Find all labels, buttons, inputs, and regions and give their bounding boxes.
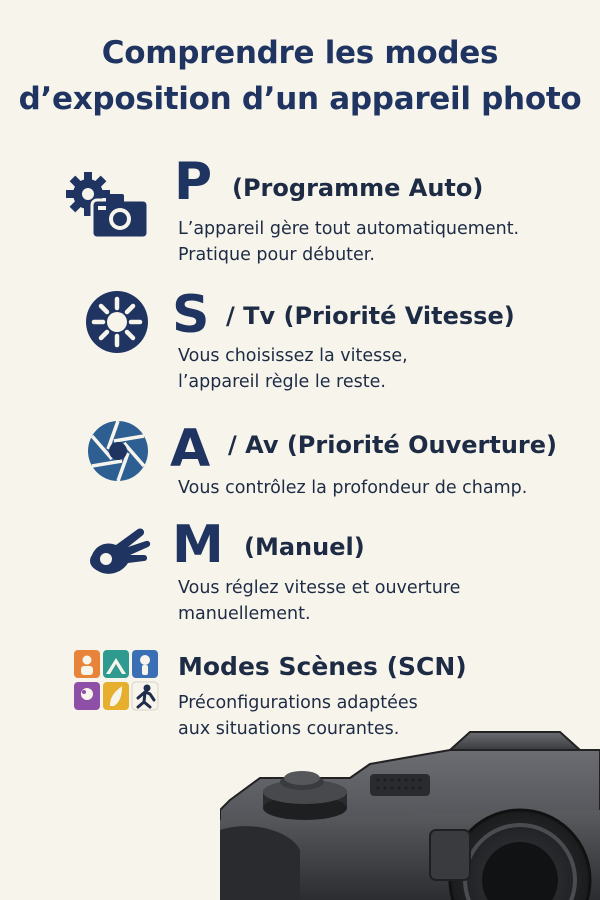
title-line-2: d’exposition d’un appareil photo <box>18 81 582 117</box>
mode-name-a: / Av (Priorité Ouverture) <box>228 431 558 459</box>
mode-letter-m: M <box>172 515 224 575</box>
mode-desc-p-line-2: Pratique pour débuter. <box>178 245 375 265</box>
mode-name-p: (Programme Auto) <box>232 174 484 202</box>
title-line-1: Comprendre les modes <box>101 35 499 71</box>
mode-desc-a <box>178 475 527 501</box>
scene-grid-icon <box>74 650 160 712</box>
mode-p <box>0 150 600 270</box>
gear-camera-icon <box>62 164 152 244</box>
mode-desc-m <box>178 575 460 627</box>
mode-desc-s-line-1: Vous choisissez la vitesse, <box>178 346 408 366</box>
mode-desc-m-line-2: manuellement. <box>178 604 311 624</box>
mode-desc-scn-line-2: aux situations courantes. <box>178 719 400 739</box>
mode-a <box>0 415 600 505</box>
shutter-burst-icon <box>84 289 150 355</box>
page-title <box>0 30 600 122</box>
mode-m <box>0 515 600 635</box>
mode-desc-a-line-1: Vous contrôlez la profondeur de champ. <box>178 478 528 498</box>
mode-s <box>0 285 600 405</box>
camera-illustration <box>220 720 600 900</box>
aperture-icon <box>86 419 150 483</box>
mode-desc-m-line-1: Vous réglez vitesse et ouverture <box>178 578 461 598</box>
mode-desc-scn-line-1: Préconfigurations adaptées <box>178 693 418 713</box>
mode-name-scn: Modes Scènes (SCN) <box>178 652 467 681</box>
mode-desc-s <box>178 343 408 395</box>
mode-letter-s: S <box>172 285 210 345</box>
mode-letter-a: A <box>170 419 211 479</box>
mode-desc-p <box>178 216 519 268</box>
mode-name-m: (Manuel) <box>244 533 365 561</box>
mode-name-s: / Tv (Priorité Vitesse) <box>226 302 515 330</box>
mode-letter-p: P <box>174 152 213 212</box>
mode-desc-s-line-2: l’appareil règle le reste. <box>178 372 386 392</box>
hand-icon <box>86 521 152 581</box>
mode-desc-p-line-1: L’appareil gère tout automatiquement. <box>178 219 520 239</box>
